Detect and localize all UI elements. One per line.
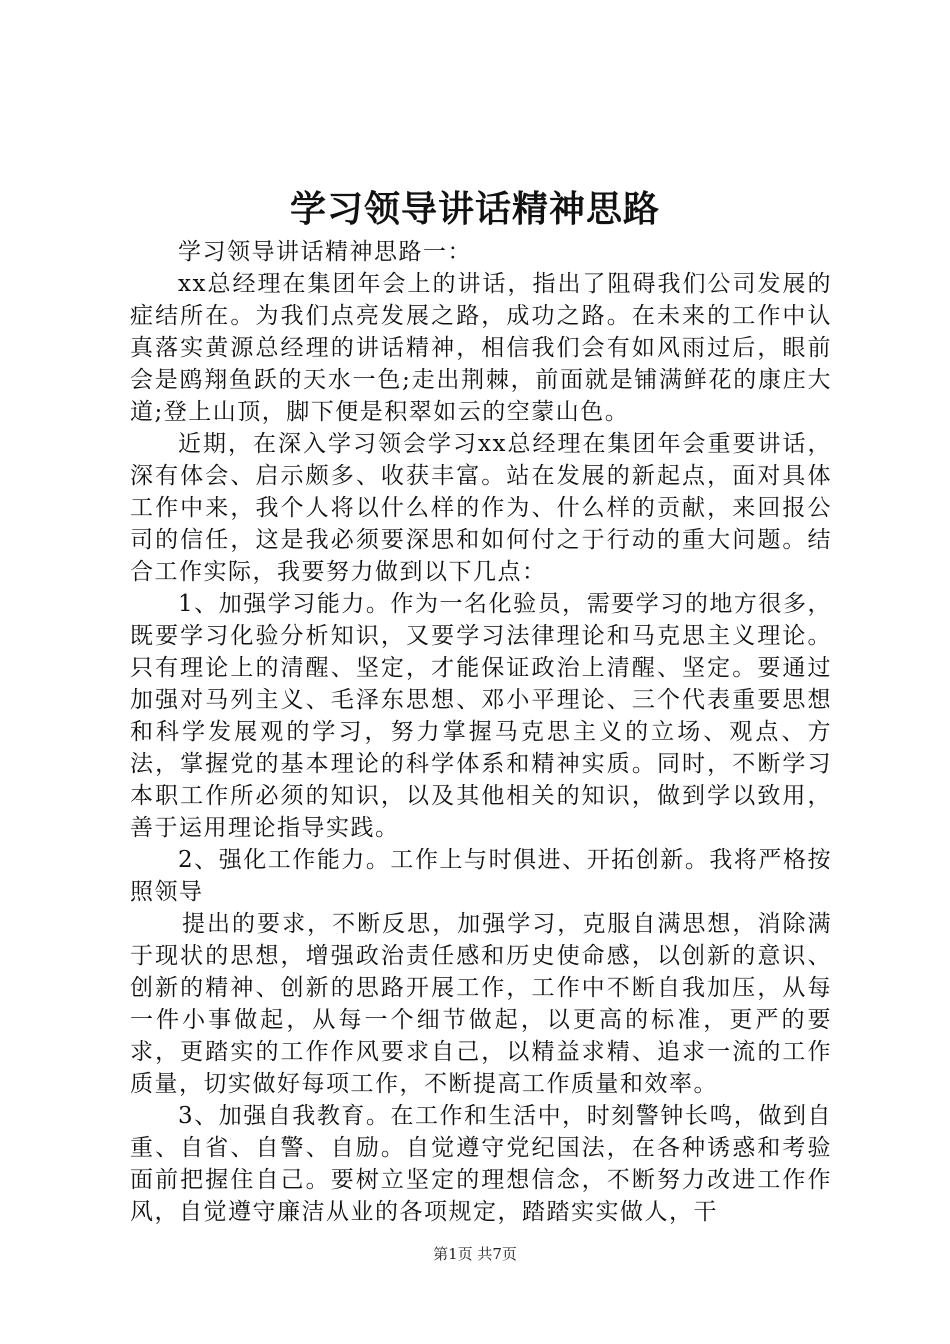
- paragraph-heading: 学习领导讲话精神思路一：: [178, 239, 472, 265]
- page-indicator: 第1页 共7页: [433, 1245, 517, 1263]
- paragraph-point-1: 1、加强学习能力。作为一名化验员，需要学习的地方很多，既要学习化验分析知识，又要学习法律理论和马克思主义理论。只有理论上的清醒、坚定，才能保证政治上清醒、坚定。要通过加强对马列主义、毛泽东思想、邓小平理论、三个代表重要思想和科学发展观的学习，努力掌握马克思主义的立场、观点、方法，掌握党的基本理论的科学体系和精神实质。同时，不断学习本职工作所必须的知识，以及其他相关的知识，做到学以致用，善于运用理论指导实践。: [130, 591, 832, 841]
- document-body: [130, 236, 832, 1228]
- paragraph: 近期，在深入学习领会学习xx总经理在集团年会重要讲话，深有体会、启示颇多、收获丰富。站在发展的新起点，面对具体工作中来，我个人将以什么样的作为、什么样的贡献，来回报公司的信任，这是我必须要深思和如何付之于行动的重大问题。结合工作实际，我要努力做到以下几点：: [130, 431, 832, 585]
- paragraph-point-2: 2、强化工作能力。工作上与时俱进、开拓创新。我将严格按照领导: [130, 847, 832, 905]
- paragraph-point-3: 3、加强自我教育。在工作和生活中，时刻警钟长鸣，做到自重、自省、自警、自励。自觉遵守党纪国法，在各种诱惑和考验面前把握住自己。要树立坚定的理想信念，不断努力改进工作作风，自觉遵守廉洁从业的各项规定，踏踏实实做人，干: [130, 1103, 832, 1225]
- paragraph: xx总经理在集团年会上的讲话，指出了阻碍我们公司发展的症结所在。为我们点亮发展之路，成功之路。在未来的工作中认真落实黄源总经理的讲话精神，相信我们会有如风雨过后，眼前会是鸥翔鱼跃的天水一色;走出荆棘，前面就是铺满鲜花的康庄大道;登上山顶，脚下便是积翠如云的空蒙山色。: [130, 271, 832, 425]
- document-title: 学习领导讲话精神思路: [289, 188, 660, 230]
- paragraph-point-2-continued: 提出的要求，不断反思，加强学习，克服自满思想，消除满于现状的思想，增强政治责任感和历史使命感，以创新的意识、创新的精神、创新的思路开展工作，工作中不断自我加压，从每一件小事做起，从每一个细节做起，以更高的标准，更严的要求，更踏实的工作作风要求自己，以精益求精、追求一流的工作质量，切实做好每项工作，不断提高工作质量和效率。: [130, 911, 832, 1097]
